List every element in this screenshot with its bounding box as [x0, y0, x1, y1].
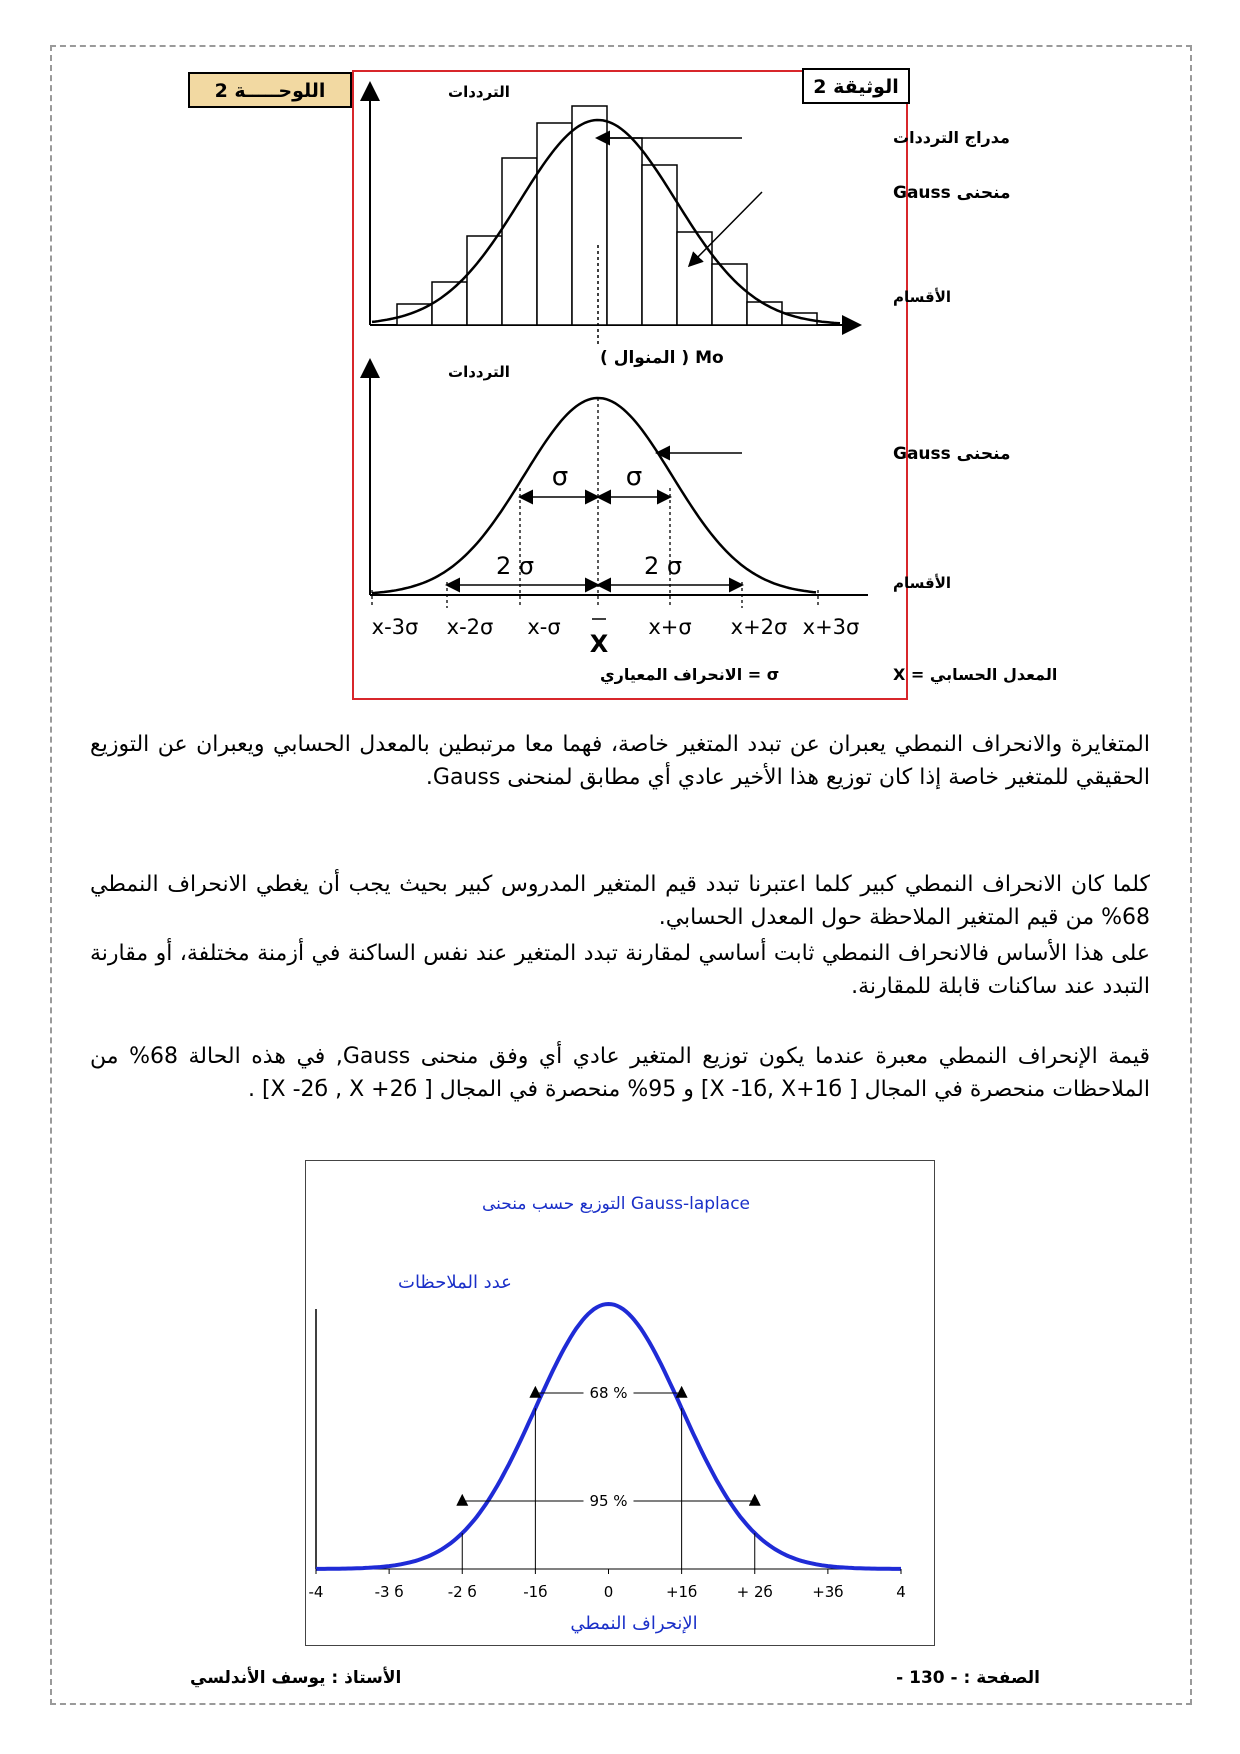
x-tick-label: + 2б [736, 1583, 773, 1601]
two-sigma-left: 2 σ [495, 552, 535, 580]
histogram-bars [397, 106, 817, 325]
tick-label: x+2σ [730, 615, 788, 639]
bottom-x-label: الأقسام [893, 574, 952, 592]
x-tick-label: -4 [308, 1583, 324, 1601]
top-x-label: الأقسام [893, 288, 952, 306]
paragraph-1: المتغايرة والانحراف النمطي يعبران عن تبدد المتغير خاصة، فهما معا مرتبطين بالمعدل الحسابي ويعبران عن التوزيع الحقيقي للمتغير خاصة إذا كان توزيع هذا الأخير عادي أي مطابق لمنحنى Gauss. [90, 732, 1150, 790]
chart-x-label: الإنحراف النمطي [570, 1613, 698, 1634]
x-tick-label: 0 [603, 1583, 614, 1601]
footer-page: الصفحة : - 130 - [896, 1668, 1040, 1688]
bottom-curve-label: منحنى Gauss [893, 444, 1011, 464]
curve-pointer [690, 192, 762, 265]
histogram-bar [712, 264, 747, 325]
chart-y-label: عدد الملاحظات [398, 1272, 512, 1293]
tick-label: x-σ [527, 615, 561, 639]
histogram-bar [572, 106, 607, 325]
paragraph-2: كلما كان الانحراف النمطي كبير كلما اعتبرنا تبدد قيم المتغير المدروس كبير بحيث يجب أن يغطي الانحراف النمطي 68% من قيم المتغير الملاحظة حول المعدل الحسابي. [90, 872, 1150, 930]
histogram-bar [537, 123, 572, 325]
chart-title: التوزيع حسب منحنى Gauss-laplace [482, 1194, 750, 1214]
gauss-curve-series [316, 1304, 901, 1569]
bottom-ticks [372, 615, 860, 639]
sigma-left: σ [551, 462, 569, 492]
histogram-bar [747, 302, 782, 325]
legend-mean: المعدل الحسابي = X [893, 665, 1058, 684]
top-curve-label: منحنى Gauss [893, 183, 1011, 203]
panel-label: اللوحـــــة 2 [188, 72, 352, 108]
bottom-y-label: الترددات [448, 363, 510, 381]
tick-label: x+3σ [802, 615, 860, 639]
interval-label: 68 % [589, 1384, 628, 1402]
mean-symbol: X [589, 630, 609, 658]
histogram-bar [607, 138, 642, 325]
x-tick-label: 4 [896, 1583, 906, 1601]
bottom-gauss-curve [372, 398, 816, 593]
histogram-label: مدراج الترددات [893, 128, 1010, 147]
x-tick-label: +3б [812, 1583, 844, 1601]
two-sigma-right: 2 σ [643, 552, 683, 580]
histogram-diagram [0, 0, 1240, 720]
sigma-right: σ [625, 462, 643, 492]
footer-author: الأستاذ : يوسف الأندلسي [190, 1668, 402, 1688]
x-tick-label: -1б [523, 1583, 548, 1601]
histogram-bar [642, 165, 677, 325]
tick-label: x-2σ [446, 615, 494, 639]
legend-sigma: σ = الانحراف المعياري [600, 665, 780, 684]
x-tick-label: -2 б [447, 1583, 477, 1601]
x-tick-label: -3 б [374, 1583, 404, 1601]
tick-label: x-3σ [371, 615, 419, 639]
interval-label: 95 % [589, 1492, 628, 1510]
histogram-bar [467, 236, 502, 325]
normal-distribution-chart [305, 1160, 935, 1646]
tick-label: x+σ [648, 615, 692, 639]
paragraph-4: قيمة الإنحراف النمطي معبرة عندما يكون توزيع المتغير عادي أي وفق منحنى Gauss, في هذه الحالة 68% من الملاحظات منحصرة في المجال [ X -1б, X+1б] و 95% منحصرة في المجال [ X -2б , X +2б] . [90, 1044, 1150, 1102]
paragraph-3: على هذا الأساس فالانحراف النمطي ثابت أساسي لمقارنة تبدد المتغير عند نفس الساكنة في أزمنة مختلفة، أو مقارنة التبدد عند ساكنات قابلة للمقارنة. [90, 941, 1150, 999]
document-label: الوثيقة 2 [802, 68, 910, 104]
histogram-bar [432, 282, 467, 325]
x-tick-label: +1б [665, 1583, 698, 1601]
normal-distribution-svg [306, 1161, 933, 1644]
mode-label: Mo ( المنوال ) [600, 348, 724, 368]
top-y-label: الترددات [448, 83, 510, 101]
